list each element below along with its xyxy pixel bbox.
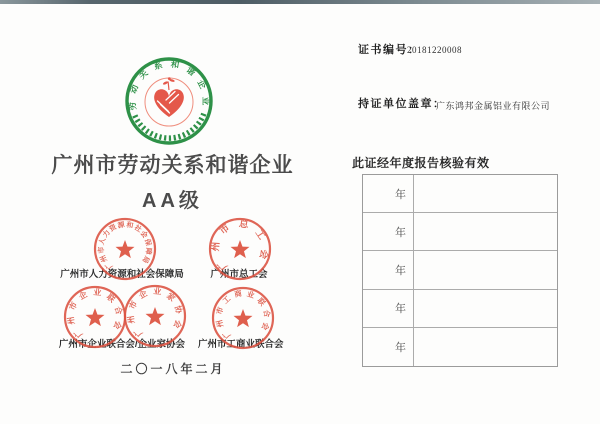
seal-label-commerce-federation: 广州市工商业联合会	[198, 339, 284, 350]
seal-ring-text: 广州市企业家协会	[126, 286, 184, 339]
sprout-icon	[162, 77, 175, 90]
year-label: 年	[363, 290, 414, 327]
scan-edge-strip	[0, 0, 600, 4]
certificate-number-label: 证书编号：	[358, 44, 421, 56]
seal-ring-text: 广州市总工会	[210, 218, 270, 273]
table-row	[363, 213, 557, 251]
official-seal-enterprise-confederation	[63, 285, 127, 349]
seal-ring-text: 广州市工商业联合会	[214, 288, 272, 341]
table-row	[363, 251, 557, 289]
official-seal-entrepreneurs-association	[123, 284, 187, 348]
certificate-grade: AA级	[142, 190, 203, 212]
certificate-title: 广州市劳动关系和谐企业	[51, 154, 294, 177]
seal-ring-text: 广州市人力资源和社会保障局	[98, 221, 152, 271]
harmonious-labor-logo	[124, 56, 214, 146]
seal-label-human-resources-bureau: 广州市人力资源和社会保障局	[60, 269, 184, 280]
year-label: 年	[363, 175, 414, 212]
certificate-number-value: 20181220008	[407, 45, 462, 55]
official-seal-commerce-federation	[211, 286, 275, 350]
seal-ring-text: 广州市企业联合会	[66, 287, 124, 340]
table-row	[363, 175, 557, 213]
verification-empty-cell	[414, 175, 557, 212]
table-row	[363, 328, 557, 366]
issue-date: 二〇一八年二月	[120, 362, 226, 376]
table-row	[363, 290, 557, 328]
holder-unit-value: 广东鸿邦金属铝业有限公司	[436, 101, 551, 111]
year-label: 年	[363, 328, 414, 366]
annual-verification-note: 此证经年度报告核验有效	[352, 156, 490, 170]
verification-empty-cell	[414, 213, 557, 250]
holder-unit-label: 持证单位盖章：	[358, 98, 446, 110]
verification-empty-cell	[414, 290, 557, 327]
year-label: 年	[363, 251, 414, 288]
annual-verification-table	[362, 174, 558, 367]
handshake-heart-icon	[154, 89, 184, 117]
seal-label-enterprise-federation: 广州市企业联合会/企业家协会	[58, 339, 186, 350]
official-seal-trade-union	[208, 217, 272, 281]
official-seal-human-resources-bureau	[93, 217, 157, 281]
year-label: 年	[363, 213, 414, 250]
seal-label-trade-union: 广州市总工会	[210, 269, 268, 280]
verification-empty-cell	[414, 328, 557, 366]
verification-empty-cell	[414, 251, 557, 288]
logo-ring-text: 劳动关系和谐企业	[126, 58, 212, 112]
